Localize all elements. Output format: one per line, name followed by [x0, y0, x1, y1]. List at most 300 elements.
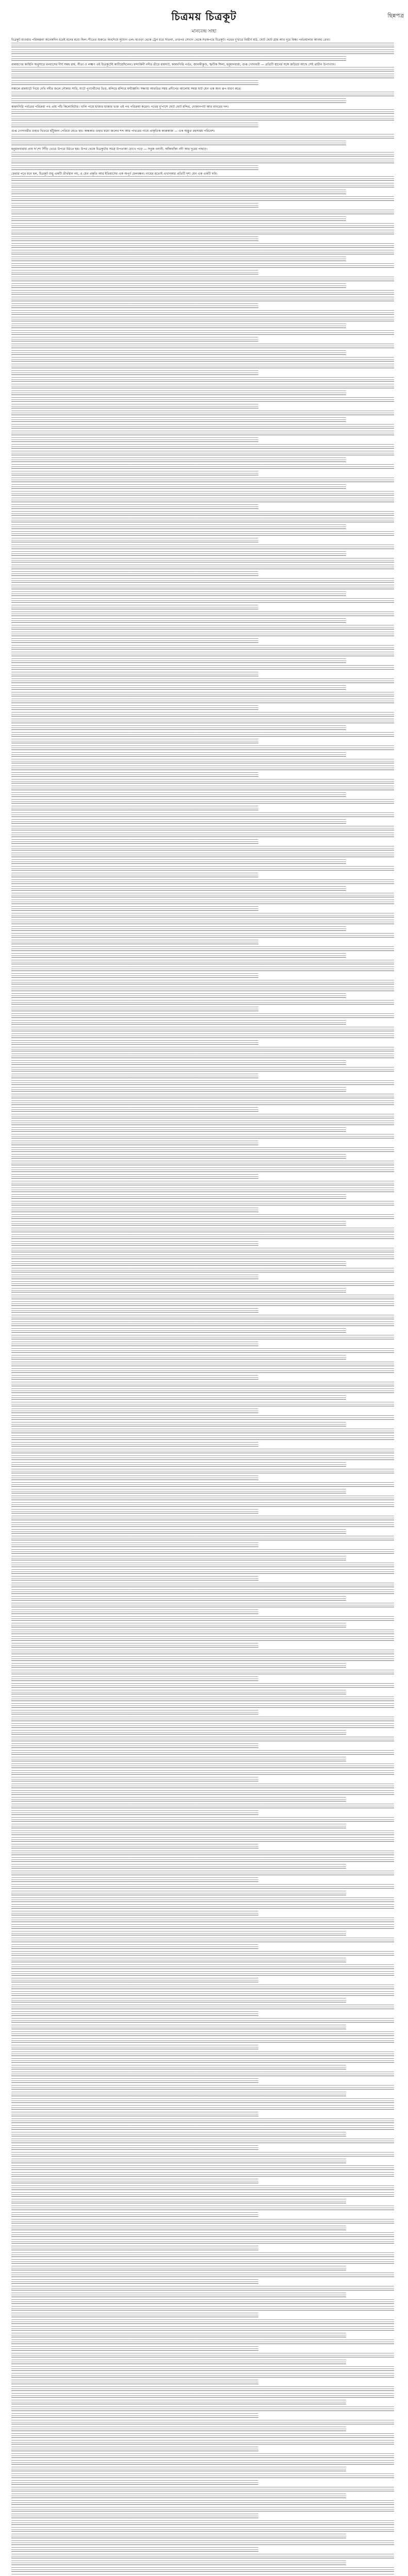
text-block: [11, 397, 394, 403]
text-block: [11, 638, 258, 644]
text-block: [11, 1650, 394, 1655]
text-block: [11, 1931, 346, 1937]
text-block: [11, 1596, 346, 1602]
text-block: [11, 196, 394, 202]
text-block: [11, 792, 346, 798]
text-block: [11, 987, 394, 992]
text-block: [11, 1094, 394, 1099]
text-block: [11, 1308, 258, 1314]
text-block: [11, 464, 394, 470]
text-block: [11, 2246, 258, 2251]
text-block: [11, 230, 394, 235]
text-block: [11, 940, 258, 945]
corner-tag: ছিন্নপত্র: [387, 12, 404, 19]
text-block: [11, 2574, 394, 2576]
text-block: [11, 799, 394, 805]
text-block: [11, 152, 394, 158]
text-block: [11, 1877, 258, 1883]
text-block: [11, 2561, 346, 2566]
text-block: [11, 1221, 346, 1227]
text-block: [11, 960, 394, 965]
text-block: [11, 1737, 394, 1742]
text-block: [11, 183, 394, 189]
text-block: [11, 1824, 346, 1829]
text-block: [11, 779, 394, 785]
text-block: [11, 2554, 394, 2560]
text-block: [11, 1429, 394, 1434]
text-block: [11, 1087, 346, 1093]
text-block: [11, 1268, 394, 1274]
text-block: [11, 1228, 394, 1233]
text-block: [11, 2420, 394, 2426]
text-block: [11, 2433, 394, 2439]
text-block: [11, 1891, 346, 1896]
text-block: [11, 1409, 258, 1414]
text-block: [11, 672, 258, 677]
text-block: [11, 1054, 394, 1059]
text-block: [11, 625, 394, 631]
text-block: [11, 223, 394, 229]
text-block: [11, 1784, 394, 1789]
text-block: [11, 658, 346, 664]
text-block: [11, 1831, 394, 1836]
text-block: [11, 1489, 346, 1495]
text-block: [11, 511, 394, 517]
text-block: [11, 712, 394, 718]
text-block: [11, 257, 346, 262]
text-block: [11, 1884, 394, 1890]
text-block: [11, 1938, 394, 1943]
text-block: [11, 812, 394, 818]
text-block: [11, 1275, 258, 1280]
text-block: [11, 1985, 394, 1990]
text-block: [11, 2185, 394, 2191]
text-block: [11, 92, 394, 97]
text-block: [11, 1918, 394, 1923]
text-block: [11, 1743, 258, 1749]
text-block: [11, 826, 394, 832]
text-block: [11, 324, 346, 329]
text-block: [11, 1301, 394, 1307]
text-block: [11, 1991, 394, 1997]
text-block: [11, 1476, 258, 1481]
text-block: [11, 1469, 394, 1475]
text-block: [11, 2366, 394, 2372]
text-block: [11, 1382, 394, 1387]
text-block: [11, 1388, 394, 1394]
text-block: [11, 424, 394, 430]
text-block: [11, 565, 394, 570]
text-block: [11, 1114, 394, 1120]
text-block: [11, 1027, 394, 1032]
text-block: [11, 879, 394, 885]
text-block: [11, 1583, 394, 1588]
text-block: [11, 1697, 394, 1702]
text-block: [11, 350, 346, 356]
paragraph: রামায়ণের কাহিনি অনুসারে বনবাসের দীর্ঘ সময় রাম, সীতা ও লক্ষ্মণ এই চিত্রকূটেই কাটিয়েছিলেন। মন্দাকিনী নদীর তীরে রামঘাট, কামদগিরি পর্বত, জানকীকুণ্ড, স্ফটিক শিলা, হনুমানধারা, গুপ্ত গোদাবরী — প্রতিটি স্থানের সঙ্গে জড়িয়ে আছে সেই প্রাচীন উপাখ্যান।: [11, 62, 336, 66]
text-block: [11, 141, 346, 146]
text-block: [11, 893, 394, 899]
text-block: [11, 290, 394, 296]
text-block: [11, 1837, 394, 1843]
text-block: [11, 1442, 258, 1448]
text-block: [11, 1964, 394, 1970]
text-block: [11, 2326, 394, 2332]
text-block: [11, 1355, 346, 1361]
text-block: [11, 2567, 394, 2573]
text-block: [11, 1757, 346, 1762]
text-block: [11, 866, 394, 872]
text-block: [11, 98, 346, 104]
text-block: [11, 846, 394, 852]
text-block: [11, 1810, 258, 1816]
text-block: [11, 1248, 394, 1253]
text-block: [11, 759, 394, 765]
text-block: [11, 2052, 394, 2057]
text-block: [11, 2353, 394, 2359]
text-block: [11, 2239, 394, 2245]
text-block: [11, 538, 258, 544]
text-block: [11, 1683, 394, 1689]
text-block: [11, 1033, 394, 1039]
text-block: [11, 2440, 394, 2446]
text-block: [11, 2413, 258, 2419]
text-block: [11, 545, 394, 550]
text-block: [11, 2031, 394, 2037]
text-block: [11, 2313, 258, 2318]
text-block: [11, 1281, 394, 1287]
text-block: [11, 1147, 394, 1153]
text-block: [11, 1703, 394, 1709]
text-block: [11, 1181, 394, 1187]
text-block: [11, 1449, 394, 1454]
text-block: [11, 1214, 394, 1220]
text-block: [11, 1201, 394, 1207]
text-block: [11, 1670, 394, 1675]
text-block: [11, 598, 394, 604]
text-block: [11, 2259, 394, 2265]
text-block: [11, 1241, 258, 1247]
text-block: [11, 203, 258, 209]
text-block: [11, 216, 346, 222]
paragraph: চিত্রকূট যাওয়ার পরিকল্পনা অনেকদিন ধরেই মনের মধ্যে ছিল। শীতের শুরুতে অবশেষে সুযোগ এল। হাওড়া থেকে ট্রেন ধরে সাতনা, তারপর সেখান থেকে সড়কপথে চিত্রকূট। পথের দু'ধারে বিস্তীর্ণ মাঠ, ছোট ছোট গ্রাম আর দূরে বিন্ধ্য পর্বতমালার আবছা রেখা।: [11, 38, 331, 42]
text-block: [11, 2212, 258, 2218]
text-block: [11, 1362, 394, 1367]
text-block: [11, 873, 258, 878]
text-block: [11, 665, 394, 671]
text-block: [11, 1335, 394, 1341]
text-block: [11, 2226, 346, 2231]
text-block: [11, 1368, 394, 1374]
text-block: [11, 56, 346, 62]
text-block: [11, 1020, 346, 1026]
text-block: [11, 357, 394, 363]
text-block: [11, 1328, 346, 1334]
text-block: [11, 2058, 394, 2064]
text-block: [11, 1549, 394, 1555]
text-block: [11, 2005, 394, 2010]
text-block: [11, 1978, 258, 1984]
text-block: [11, 377, 394, 383]
text-block: [11, 2232, 394, 2238]
text-block: [11, 1013, 394, 1019]
text-block: [11, 1750, 394, 1756]
text-block: [11, 134, 394, 140]
text-block: [11, 2447, 258, 2452]
text-block: [11, 1516, 394, 1521]
text-block: [11, 1107, 258, 1113]
text-block: [11, 1897, 394, 1903]
text-block: [11, 109, 394, 115]
text-block: [11, 645, 394, 651]
text-block: [11, 1777, 258, 1783]
text-block: [11, 2206, 394, 2211]
text-block: [11, 317, 394, 323]
text-block: [11, 679, 394, 684]
text-block: [11, 1455, 394, 1461]
text-block: [11, 2453, 394, 2459]
text-block: [11, 1315, 394, 1320]
text-block: [11, 2494, 346, 2499]
text-block: [11, 2266, 346, 2272]
text-block: [11, 1563, 394, 1568]
text-block: [11, 2112, 258, 2117]
text-block: [11, 159, 394, 164]
text-block: [11, 1797, 346, 1803]
text-block: [11, 2373, 394, 2379]
text-block: [11, 766, 394, 771]
text-block: [11, 1589, 394, 1595]
text-block: [11, 2393, 394, 2399]
text-block: [11, 370, 258, 376]
text-block: [11, 498, 394, 503]
text-block: [11, 2125, 394, 2131]
text-block: [11, 833, 394, 838]
text-block: [11, 1288, 346, 1294]
text-block: [11, 1074, 258, 1079]
text-block: [11, 906, 258, 912]
text-block: [11, 692, 394, 698]
text-block: [11, 457, 346, 463]
text-block: [11, 1723, 394, 1729]
text-block: [11, 605, 258, 611]
text-block: [11, 1630, 394, 1635]
text-block: [11, 1395, 346, 1401]
text-block: [11, 993, 346, 999]
text-block: [11, 74, 394, 79]
text-block: [11, 2219, 394, 2225]
text-block: [11, 1208, 258, 1213]
text-block: [11, 243, 394, 249]
text-block: [11, 1174, 258, 1180]
text-block: [11, 2018, 394, 2024]
text-block: [11, 1857, 394, 1863]
text-block: [11, 417, 346, 423]
text-block: [11, 518, 394, 523]
text-block: [11, 2400, 346, 2405]
text-block: [11, 444, 394, 450]
text-block: [11, 2192, 394, 2198]
text-block: [11, 1194, 346, 1200]
text-block: [11, 344, 394, 349]
text-block: [11, 2252, 394, 2258]
text-block: [11, 1040, 258, 1046]
text-block: [11, 725, 346, 731]
text-block: [11, 2427, 346, 2432]
text-block: [11, 2527, 394, 2533]
text-block: [11, 404, 258, 410]
text-block: [11, 1958, 346, 1963]
text-block: [11, 1375, 258, 1381]
text-block: [11, 786, 394, 791]
text-block: [11, 364, 394, 369]
text-block: [11, 1656, 394, 1662]
text-block: [11, 1871, 394, 1876]
text-block: [11, 2273, 394, 2278]
text-block: [11, 685, 346, 691]
text-block: [11, 1911, 258, 1917]
text-block: [11, 1047, 394, 1053]
text-block: [11, 1080, 394, 1086]
text-block: [11, 2085, 394, 2091]
text-block: [11, 2333, 346, 2338]
text-block: [11, 591, 346, 597]
text-block: [11, 531, 394, 537]
text-block: [11, 2092, 346, 2097]
text-block: [11, 210, 394, 215]
text-block: [11, 571, 258, 577]
text-block: [11, 384, 394, 389]
text-block: [11, 67, 394, 73]
text-block: [11, 2406, 394, 2412]
text-block: [11, 190, 346, 195]
text-block: [11, 2199, 346, 2205]
text-block: [11, 1141, 258, 1146]
text-block: [11, 116, 394, 122]
text-block: [11, 1998, 346, 2004]
text-block: [11, 1462, 346, 1468]
text-block: [11, 283, 346, 289]
text-block: [11, 310, 394, 316]
text-block: [11, 1770, 394, 1776]
text-block: [11, 2179, 258, 2184]
text-block: [11, 263, 394, 269]
text-block: [11, 2547, 258, 2553]
text-block: [11, 437, 258, 443]
article-body: [0, 38, 408, 2576]
text-block: [11, 1529, 346, 1535]
text-block: [11, 1764, 394, 1769]
text-block: [11, 49, 394, 55]
text-block: [11, 1663, 346, 1669]
text-block: [11, 1134, 394, 1140]
text-block: [11, 920, 394, 925]
text-block: [11, 524, 346, 530]
text-block: [11, 1817, 394, 1823]
text-block: [11, 1234, 394, 1240]
text-block: [11, 900, 394, 905]
text-block: [11, 1154, 346, 1160]
text-block: [11, 1161, 394, 1166]
text-block: [11, 2306, 394, 2312]
text-block: [11, 478, 394, 483]
text-block: [11, 1435, 394, 1441]
text-block: [11, 2078, 258, 2084]
text-block: [11, 1127, 346, 1133]
text-block: [11, 2119, 394, 2124]
text-block: [11, 886, 346, 892]
text-block: [11, 1623, 346, 1629]
text-block: [11, 2360, 346, 2365]
text-block: [11, 1924, 394, 1930]
article-continuation: [5, 176, 404, 2576]
text-block: [11, 1402, 394, 1408]
text-block: [11, 859, 346, 865]
article-author: মানবেন্দ্র সাহা: [191, 29, 217, 34]
text-block: [11, 632, 394, 637]
text-block: [11, 2286, 394, 2292]
text-block: [11, 585, 394, 590]
text-block: [11, 1864, 346, 1870]
text-block: [11, 1690, 346, 1696]
paragraph: কামদগিরি পর্বতের পরিক্রমা পথ প্রায় পাঁচ কিলোমিটার। খালি পায়ে হাজার হাজার ভক্ত এই পথ পরিক্রমা করেন। পথের দু'পাশে ছোট ছোট মন্দির, দোকানপাট আর বানরের দল।: [11, 105, 229, 109]
text-block: [11, 732, 394, 738]
paragraph: ফেরার পথে মনে হল, চিত্রকূট শুধু একটি তীর্থস্থান নয়, এ যেন প্রকৃতি আর ইতিহাসের এক অপূর্ব মেলবন্ধন। নামের মতোই এখানকার প্রতিটি দৃশ্য যেন এক একটি ছবি।: [11, 172, 218, 176]
text-block: [11, 1603, 394, 1608]
text-block: [11, 297, 394, 302]
text-block: [11, 2065, 346, 2071]
text-block: [11, 551, 346, 557]
text-block: [11, 2520, 394, 2526]
text-block: [11, 1060, 346, 1066]
text-block: [11, 2132, 346, 2138]
text-block: [11, 2460, 394, 2466]
text-block: [11, 839, 258, 845]
text-block: [11, 411, 394, 416]
text-block: [11, 1951, 394, 1957]
text-block: [11, 2072, 394, 2077]
text-block: [11, 1255, 394, 1260]
text-block: [11, 80, 258, 86]
text-block: [11, 165, 258, 171]
text-block: [11, 1643, 258, 1649]
text-block: [11, 618, 346, 624]
text-block: [11, 1804, 394, 1809]
text-block: [11, 1904, 394, 1910]
text-block: [11, 236, 258, 242]
paragraph: হনুমানধারায় প্রায় ছ'শো সিঁড়ি ভেঙে উপরে উঠতে হয়। উপর থেকে চিত্রকূটের সমগ্র উপত্যকা চোখে পড়ে — সবুজ বনানী, আঁকাবাঁকা নদী আর দূরের পাহাড়।: [11, 147, 208, 151]
text-block: [11, 2045, 258, 2050]
text-block: [11, 250, 394, 256]
text-block: [11, 1569, 394, 1575]
text-block: [11, 1509, 258, 1515]
text-block: [11, 1188, 394, 1193]
text-block: [11, 2159, 346, 2164]
text-block: [11, 2480, 258, 2486]
text-block: [11, 123, 258, 128]
text-block: [11, 2540, 394, 2546]
text-block: [11, 2025, 346, 2030]
text-block: [11, 946, 394, 952]
text-block: [11, 933, 394, 939]
text-block: [11, 745, 394, 751]
text-block: [11, 705, 258, 711]
text-block: [11, 2293, 346, 2298]
text-block: [11, 2467, 346, 2472]
text-block: [11, 2105, 394, 2111]
text-block: [11, 451, 394, 456]
text-block: [11, 652, 394, 657]
